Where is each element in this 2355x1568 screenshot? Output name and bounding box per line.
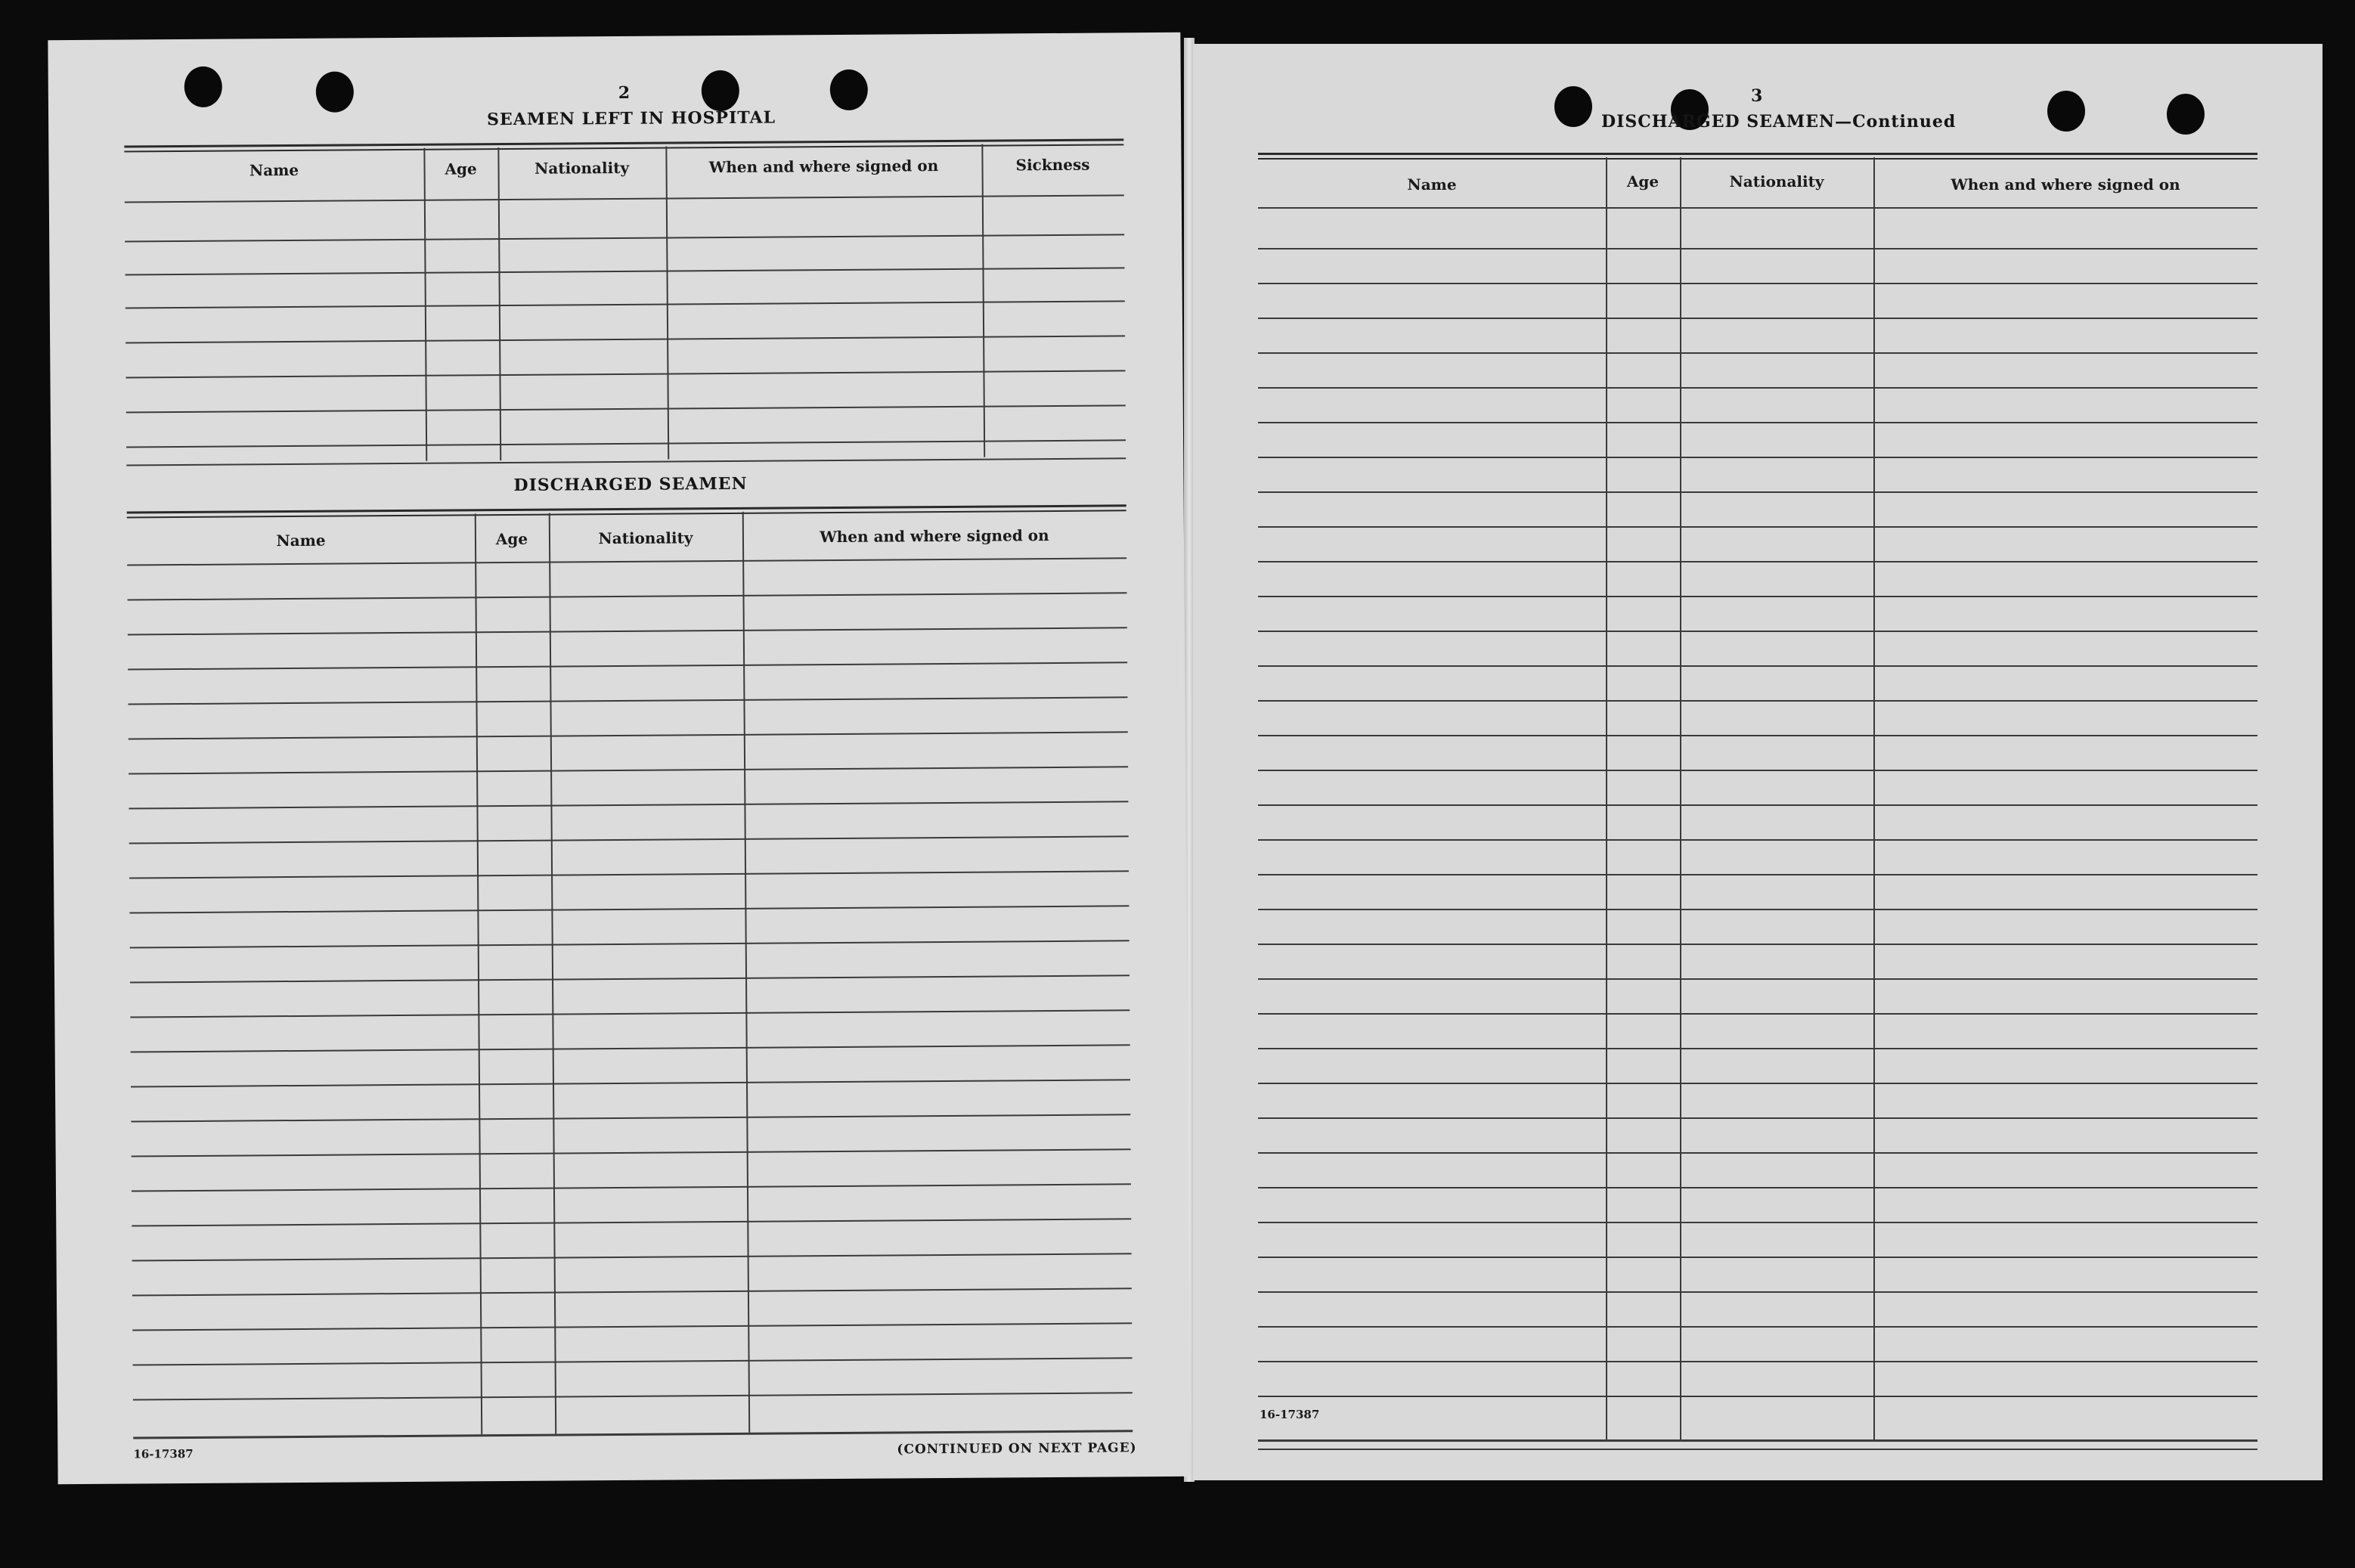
table-row	[130, 1009, 1129, 1018]
table-row	[1258, 1257, 2257, 1258]
column-header-name: Name	[1407, 175, 1457, 194]
table-row	[132, 1183, 1131, 1191]
page-title: DISCHARGED SEAMEN—Continued	[1601, 112, 1957, 132]
table-row	[1258, 804, 2257, 806]
table-row	[125, 335, 1125, 343]
punch-hole	[702, 70, 739, 111]
table-row	[1258, 596, 2257, 597]
column-header-sickness: Sickness	[1015, 155, 1090, 175]
left-page	[48, 33, 1190, 1484]
table-row	[128, 592, 1127, 600]
table-row	[1258, 1222, 2257, 1223]
table-row	[132, 1322, 1132, 1331]
table-row	[1258, 1083, 2257, 1084]
table-row	[129, 870, 1129, 879]
page-number: 3	[1751, 86, 1763, 106]
table-bottom-rule	[126, 457, 1126, 466]
table-row	[126, 404, 1126, 413]
column-divider	[742, 512, 751, 1433]
punch-hole	[316, 71, 354, 112]
table-row	[1258, 1361, 2257, 1362]
table-row	[125, 300, 1125, 308]
table-row	[128, 662, 1127, 670]
double-rule	[124, 138, 1123, 147]
table-row	[1258, 248, 2257, 249]
column-header-age: Age	[445, 160, 477, 178]
punch-hole	[2047, 91, 2085, 132]
table-row	[130, 975, 1129, 983]
table-row	[128, 627, 1127, 635]
table-row	[1258, 909, 2257, 910]
table-row	[132, 1148, 1131, 1157]
table-row	[133, 1357, 1133, 1365]
column-header-nationality: Nationality	[1729, 172, 1824, 191]
column-divider	[549, 513, 557, 1434]
table-row	[1258, 1187, 2257, 1188]
column-header-age: Age	[1626, 172, 1659, 191]
column-divider	[1873, 157, 1875, 1439]
table-row	[1258, 770, 2257, 771]
table-row	[1258, 1048, 2257, 1049]
column-header-nationality: Nationality	[534, 158, 630, 178]
discharged-section-title: DISCHARGED SEAMEN	[513, 473, 748, 495]
table-row	[131, 1114, 1130, 1122]
table-row	[1258, 735, 2257, 736]
punch-hole	[2167, 94, 2205, 135]
continued-note: (CONTINUED ON NEXT PAGE)	[897, 1440, 1137, 1458]
form-number: 16-17387	[1260, 1408, 1320, 1421]
table-row	[1258, 1117, 2257, 1119]
table-row	[1258, 207, 2257, 209]
column-header-nationality: Nationality	[598, 528, 693, 548]
table-row	[1258, 839, 2257, 841]
table-row	[125, 234, 1124, 242]
table-row	[1258, 1291, 2257, 1293]
column-header-name: Name	[249, 160, 299, 180]
table-row	[129, 766, 1128, 774]
table-row	[129, 731, 1128, 739]
form-number: 16-17387	[133, 1446, 194, 1461]
table-row	[1258, 283, 2257, 284]
punch-hole	[1554, 86, 1592, 127]
punch-hole	[184, 67, 222, 107]
table-row	[132, 1253, 1132, 1261]
table-row	[1258, 631, 2257, 632]
table-bottom-rule	[133, 1430, 1133, 1439]
table-row	[1258, 978, 2257, 980]
table-bottom-rule	[1258, 1439, 2257, 1442]
table-row	[129, 905, 1129, 913]
table-row	[125, 370, 1125, 378]
table-row	[125, 267, 1125, 275]
double-rule	[127, 504, 1126, 513]
table-row	[129, 835, 1129, 844]
table-row	[131, 1079, 1130, 1087]
double-rule	[1258, 153, 2257, 155]
table-row	[1258, 422, 2257, 423]
table-row	[129, 801, 1128, 809]
table-row	[1258, 944, 2257, 945]
table-row	[127, 557, 1126, 566]
table-row	[131, 1044, 1130, 1052]
table-row	[1258, 874, 2257, 875]
table-row	[1258, 526, 2257, 528]
table-row	[1258, 1396, 2257, 1397]
table-row	[1258, 1326, 2257, 1328]
table-bottom-rule	[1258, 1449, 2257, 1450]
table-row	[125, 194, 1124, 203]
table-row	[1258, 318, 2257, 319]
table-row	[1258, 1013, 2257, 1015]
table-row	[132, 1218, 1131, 1226]
column-divider	[475, 513, 483, 1434]
column-divider	[1606, 157, 1607, 1439]
table-row	[1258, 457, 2257, 458]
table-row	[132, 1288, 1132, 1296]
column-header-signed-on: When and where signed on	[1951, 175, 2180, 194]
table-row	[126, 439, 1126, 448]
table-row	[1258, 561, 2257, 562]
table-row	[1258, 387, 2257, 389]
table-row	[1258, 665, 2257, 667]
hospital-section-title: SEAMEN LEFT IN HOSPITAL	[487, 107, 776, 130]
column-header-age: Age	[495, 529, 528, 549]
table-row	[1258, 1152, 2257, 1154]
table-row	[128, 696, 1127, 705]
column-divider	[1680, 157, 1681, 1439]
column-header-signed-on: When and where signed on	[708, 156, 939, 177]
right-page	[1193, 44, 2322, 1480]
page-number: 2	[618, 82, 631, 103]
column-header-signed-on: When and where signed on	[820, 526, 1049, 547]
table-row	[1258, 352, 2257, 354]
column-header-name: Name	[276, 531, 326, 550]
table-row	[133, 1392, 1133, 1400]
punch-hole	[830, 70, 868, 110]
table-row	[130, 940, 1129, 948]
table-row	[1258, 491, 2257, 493]
table-row	[1258, 700, 2257, 702]
